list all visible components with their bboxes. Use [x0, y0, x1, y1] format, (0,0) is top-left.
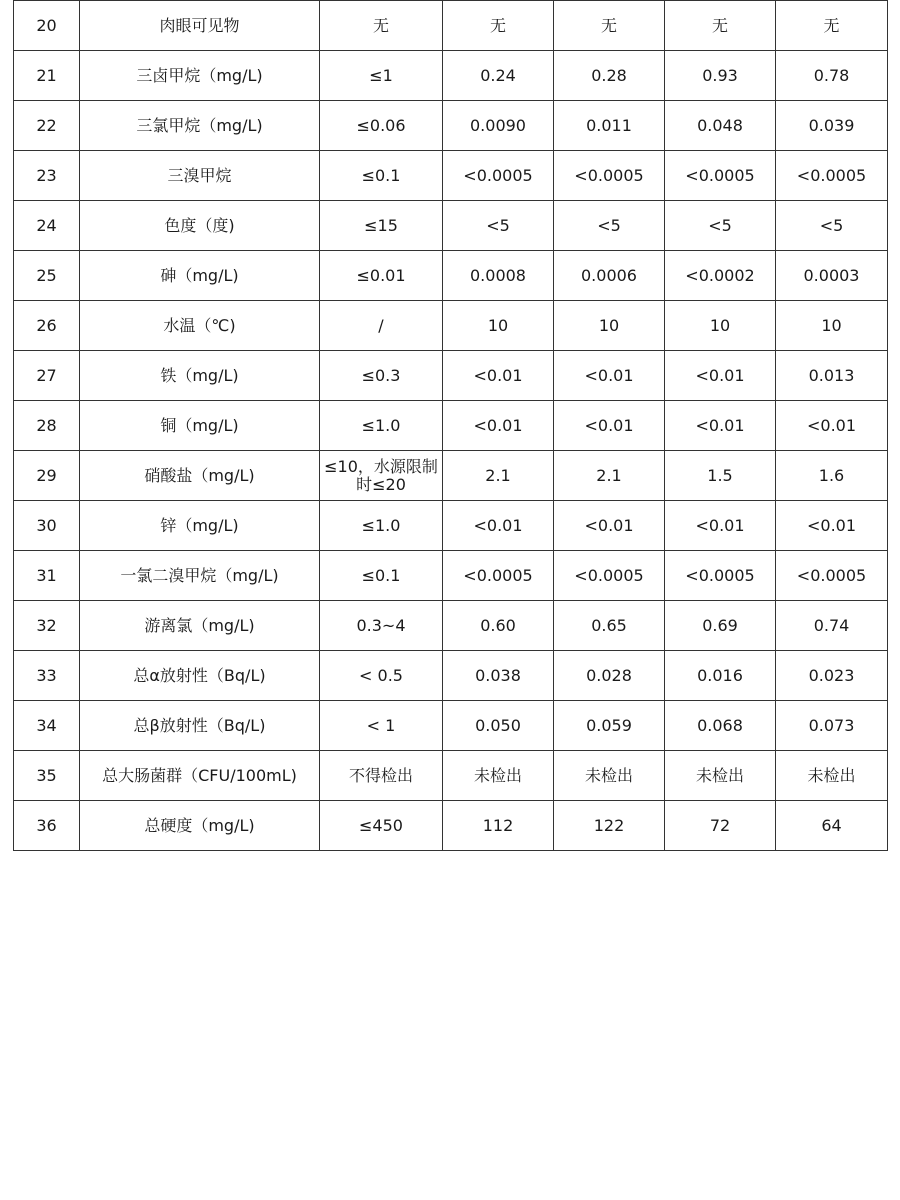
table-row [14, 751, 888, 801]
cell-sample-2: <0.0005 [554, 151, 665, 201]
water-quality-table-container [13, 0, 887, 851]
cell-sample-4: 0.74 [776, 601, 888, 651]
cell-number: 23 [14, 151, 80, 201]
table-row [14, 801, 888, 851]
cell-sample-1: 无 [443, 1, 554, 51]
cell-limit: ≤450 [320, 801, 443, 851]
cell-sample-1: <0.01 [443, 401, 554, 451]
cell-item: 总α放射性（Bq/L) [80, 651, 320, 701]
cell-sample-3: 1.5 [665, 451, 776, 501]
cell-number: 22 [14, 101, 80, 151]
cell-sample-3: <0.01 [665, 401, 776, 451]
cell-sample-2: 10 [554, 301, 665, 351]
cell-sample-4: 0.78 [776, 51, 888, 101]
cell-limit: < 1 [320, 701, 443, 751]
cell-item: 肉眼可见物 [80, 1, 320, 51]
cell-sample-4: 0.073 [776, 701, 888, 751]
cell-sample-3: 0.068 [665, 701, 776, 751]
table-row [14, 401, 888, 451]
cell-sample-1: 0.0090 [443, 101, 554, 151]
cell-limit: < 0.5 [320, 651, 443, 701]
cell-sample-2: <0.0005 [554, 551, 665, 601]
cell-number: 33 [14, 651, 80, 701]
table-body [14, 1, 888, 851]
cell-sample-2: 未检出 [554, 751, 665, 801]
cell-sample-1: <0.01 [443, 501, 554, 551]
cell-sample-2: 0.0006 [554, 251, 665, 301]
table-row [14, 551, 888, 601]
cell-item: 水温（℃) [80, 301, 320, 351]
cell-sample-2: 0.28 [554, 51, 665, 101]
cell-limit: ≤10，水源限制时≤20 [320, 451, 443, 501]
cell-sample-3: <5 [665, 201, 776, 251]
cell-limit: 无 [320, 1, 443, 51]
cell-sample-2: 122 [554, 801, 665, 851]
cell-limit: ≤0.1 [320, 551, 443, 601]
cell-sample-1: <5 [443, 201, 554, 251]
cell-sample-1: 未检出 [443, 751, 554, 801]
cell-sample-4: 10 [776, 301, 888, 351]
cell-limit: / [320, 301, 443, 351]
cell-sample-3: <0.01 [665, 351, 776, 401]
cell-number: 35 [14, 751, 80, 801]
cell-sample-2: 无 [554, 1, 665, 51]
cell-sample-1: 0.0008 [443, 251, 554, 301]
cell-limit: ≤0.1 [320, 151, 443, 201]
cell-sample-4: 0.023 [776, 651, 888, 701]
cell-sample-1: 0.60 [443, 601, 554, 651]
table-row [14, 451, 888, 501]
cell-sample-1: 10 [443, 301, 554, 351]
cell-sample-1: 112 [443, 801, 554, 851]
table-row [14, 1, 888, 51]
cell-sample-4: 未检出 [776, 751, 888, 801]
cell-number: 24 [14, 201, 80, 251]
cell-item: 锌（mg/L) [80, 501, 320, 551]
table-row [14, 151, 888, 201]
cell-sample-3: 未检出 [665, 751, 776, 801]
table-row [14, 51, 888, 101]
cell-number: 21 [14, 51, 80, 101]
cell-limit: ≤0.01 [320, 251, 443, 301]
cell-sample-2: 0.028 [554, 651, 665, 701]
cell-item: 三溴甲烷 [80, 151, 320, 201]
table-row [14, 351, 888, 401]
cell-limit: ≤15 [320, 201, 443, 251]
cell-item: 一氯二溴甲烷（mg/L) [80, 551, 320, 601]
cell-sample-3: <0.01 [665, 501, 776, 551]
cell-sample-3: <0.0005 [665, 551, 776, 601]
cell-sample-2: <0.01 [554, 351, 665, 401]
cell-sample-3: <0.0005 [665, 151, 776, 201]
cell-number: 34 [14, 701, 80, 751]
cell-sample-4: 无 [776, 1, 888, 51]
cell-item: 铜（mg/L) [80, 401, 320, 451]
cell-number: 32 [14, 601, 80, 651]
table-row [14, 651, 888, 701]
cell-sample-4: 64 [776, 801, 888, 851]
table-row [14, 301, 888, 351]
cell-sample-4: 0.013 [776, 351, 888, 401]
table-row [14, 101, 888, 151]
cell-limit: 不得检出 [320, 751, 443, 801]
cell-sample-2: <0.01 [554, 501, 665, 551]
cell-sample-4: <0.01 [776, 401, 888, 451]
cell-sample-3: 10 [665, 301, 776, 351]
cell-sample-1: 2.1 [443, 451, 554, 501]
cell-sample-2: 0.059 [554, 701, 665, 751]
cell-sample-4: <5 [776, 201, 888, 251]
cell-item: 硝酸盐（mg/L) [80, 451, 320, 501]
cell-sample-2: <0.01 [554, 401, 665, 451]
cell-number: 30 [14, 501, 80, 551]
cell-limit: ≤1.0 [320, 501, 443, 551]
cell-number: 28 [14, 401, 80, 451]
cell-number: 31 [14, 551, 80, 601]
cell-sample-3: 无 [665, 1, 776, 51]
cell-number: 26 [14, 301, 80, 351]
cell-sample-2: 0.011 [554, 101, 665, 151]
cell-limit: 0.3~4 [320, 601, 443, 651]
cell-sample-1: <0.0005 [443, 151, 554, 201]
cell-sample-1: <0.0005 [443, 551, 554, 601]
cell-item: 总β放射性（Bq/L) [80, 701, 320, 751]
cell-number: 25 [14, 251, 80, 301]
table-row [14, 251, 888, 301]
table-row [14, 201, 888, 251]
cell-item: 砷（mg/L) [80, 251, 320, 301]
cell-limit: ≤1 [320, 51, 443, 101]
cell-sample-3: 72 [665, 801, 776, 851]
cell-sample-3: 0.048 [665, 101, 776, 151]
cell-sample-4: 0.0003 [776, 251, 888, 301]
cell-item: 铁（mg/L) [80, 351, 320, 401]
cell-sample-4: <0.0005 [776, 551, 888, 601]
cell-item: 总大肠菌群（CFU/100mL) [80, 751, 320, 801]
cell-number: 27 [14, 351, 80, 401]
cell-limit: ≤1.0 [320, 401, 443, 451]
cell-sample-3: 0.016 [665, 651, 776, 701]
cell-sample-4: 1.6 [776, 451, 888, 501]
cell-limit: ≤0.3 [320, 351, 443, 401]
table-row [14, 601, 888, 651]
cell-item: 三卤甲烷（mg/L) [80, 51, 320, 101]
cell-sample-4: <0.0005 [776, 151, 888, 201]
cell-sample-4: 0.039 [776, 101, 888, 151]
cell-item: 色度（度) [80, 201, 320, 251]
cell-item: 游离氯（mg/L) [80, 601, 320, 651]
cell-sample-3: 0.93 [665, 51, 776, 101]
cell-sample-1: 0.050 [443, 701, 554, 751]
cell-sample-1: 0.038 [443, 651, 554, 701]
table-row [14, 501, 888, 551]
cell-number: 20 [14, 1, 80, 51]
cell-number: 29 [14, 451, 80, 501]
cell-item: 总硬度（mg/L) [80, 801, 320, 851]
cell-sample-3: <0.0002 [665, 251, 776, 301]
cell-sample-2: 0.65 [554, 601, 665, 651]
cell-sample-2: 2.1 [554, 451, 665, 501]
cell-sample-1: 0.24 [443, 51, 554, 101]
cell-sample-4: <0.01 [776, 501, 888, 551]
table-row [14, 701, 888, 751]
cell-number: 36 [14, 801, 80, 851]
cell-sample-2: <5 [554, 201, 665, 251]
cell-sample-3: 0.69 [665, 601, 776, 651]
cell-sample-1: <0.01 [443, 351, 554, 401]
cell-item: 三氯甲烷（mg/L) [80, 101, 320, 151]
water-quality-table [13, 0, 888, 851]
cell-limit: ≤0.06 [320, 101, 443, 151]
